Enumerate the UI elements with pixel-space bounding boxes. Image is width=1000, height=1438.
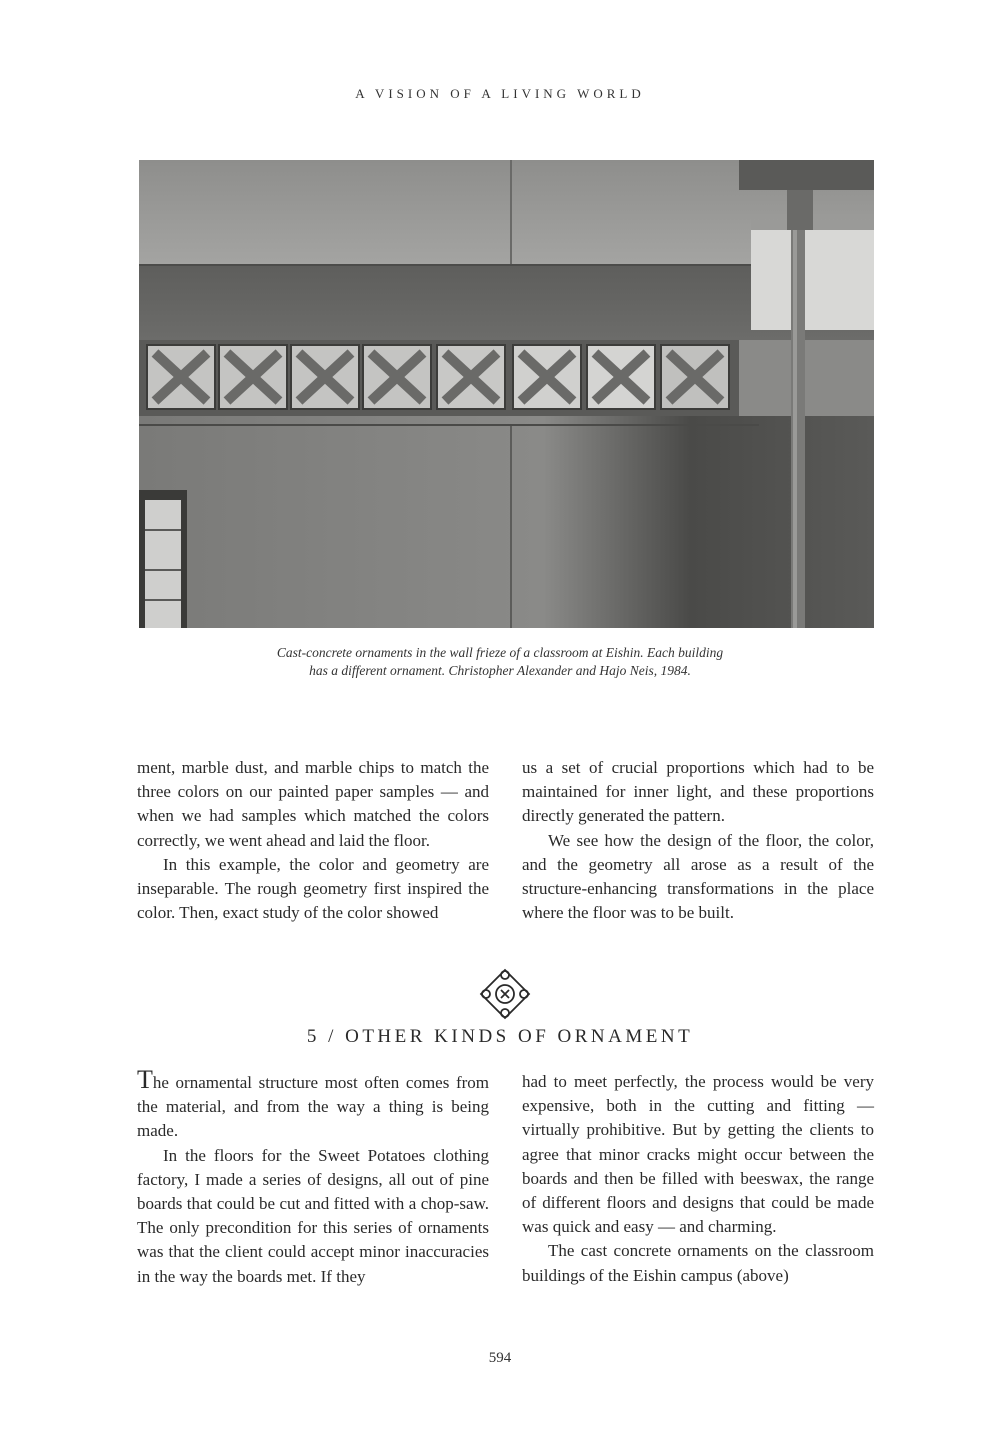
paragraph: us a set of crucial proportions which had to be maintained for inner light, and these proportions directly generated the pattern. [522, 758, 874, 826]
text-column-right-bottom [522, 1070, 874, 1288]
text-column-left-bottom [137, 1065, 489, 1289]
paragraph: ment, marble dust, and marble chips to match the three colors on our painted paper samples — and when we had samples which matched the colors correctly, we went ahead and laid the floor. [137, 758, 489, 850]
paragraph: We see how the design of the floor, the color, and the geometry all arose as a result of the structure-enhancing transformations in the place where the floor was to be built. [522, 830, 874, 923]
paragraph: In this example, the color and geometry are inseparable. The rough geometry first inspired the color. Then, exact study of the color showed [137, 854, 489, 923]
page-number: 594 [488, 1350, 512, 1366]
text-column-left-top [137, 756, 489, 925]
paragraph [137, 1065, 489, 1144]
paragraph-text: he ornamental structure most often comes from the material, and from the way a thing is being made. [137, 1073, 489, 1141]
paragraph: The cast concrete ornaments on the classroom buildings of the Eishin campus (above) [522, 1241, 874, 1285]
paragraph: In the floors for the Sweet Potatoes clothing factory, I made a series of designs, all out of pine boards that could be cut and fitted with a chop-saw. The only precondition for this series of ornaments was that the client could accept minor inaccuracies in the way the boards met. If they [137, 1145, 489, 1286]
running-head: A VISION OF A LIVING WORLD [355, 86, 645, 101]
concrete-frieze-photo [139, 160, 874, 628]
caption-line: Cast-concrete ornaments in the wall frieze of a classroom at Eishin. Each building [276, 645, 724, 660]
caption-line: has a different ornament. Christopher Alexander and Hajo Neis, 1984. [309, 663, 691, 678]
fleuron-icon [477, 966, 533, 1022]
figure-caption [180, 644, 820, 680]
figure-photo [139, 160, 874, 628]
drop-cap: T [137, 1065, 153, 1094]
paragraph: had to meet perfectly, the process would be very expensive, both in the cutting and fitting — virtually prohibitive. But by getting the clients to agree that minor cracks might occur between the boards and then be filled with beeswax, the range of different floors and designs that could be made was quick and easy — and charming. [522, 1072, 874, 1237]
frieze-tiles [147, 345, 729, 409]
section-heading: 5 / OTHER KINDS OF ORNAMENT [306, 1026, 694, 1047]
text-column-right-top [522, 756, 874, 925]
